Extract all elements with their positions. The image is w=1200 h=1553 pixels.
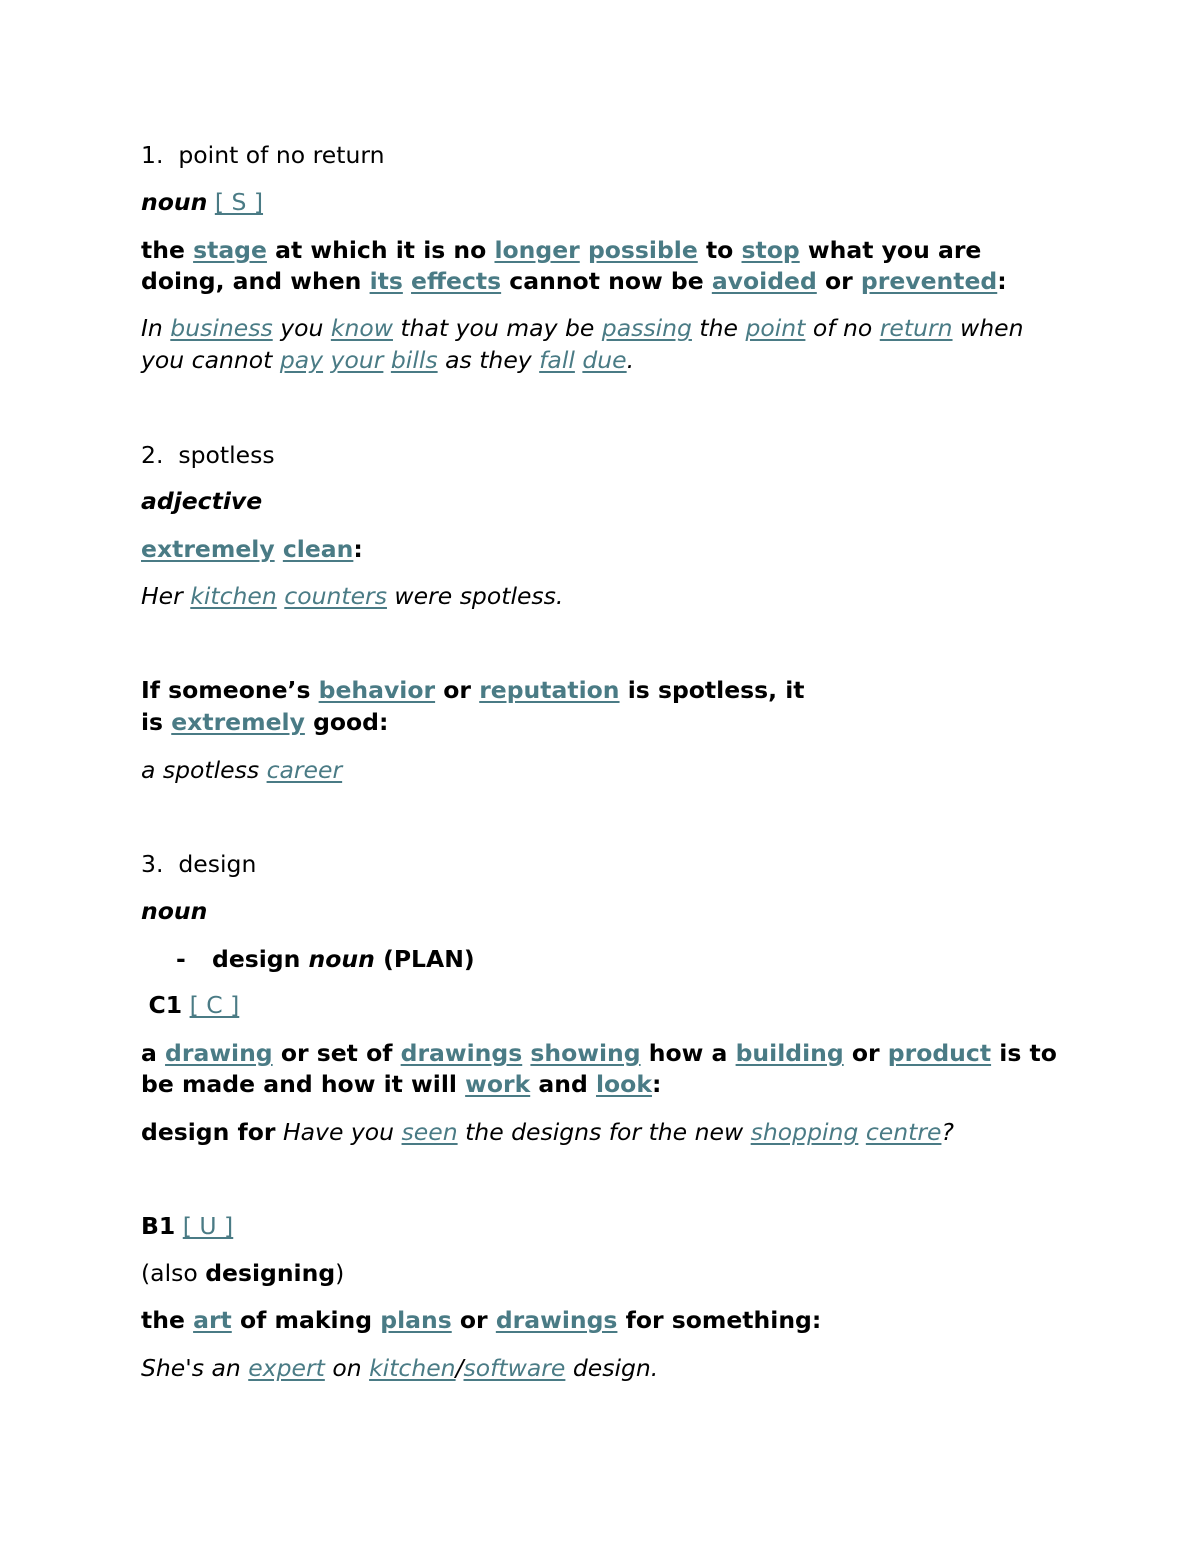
text-run: If someone’s (141, 676, 319, 704)
text-run: She's an (141, 1354, 249, 1382)
definition (141, 534, 1071, 565)
dictionary-word-link[interactable]: business (170, 314, 273, 342)
text-run: ? (941, 1118, 954, 1146)
example-sentence (141, 313, 1071, 344)
text-run: the (141, 236, 194, 264)
dictionary-word-link[interactable]: due (582, 346, 627, 374)
entry-number: 3. (141, 850, 164, 878)
part-of-speech-line (141, 486, 1071, 517)
dictionary-word-link[interactable]: behavior (318, 676, 436, 704)
example-sentence (141, 1353, 1071, 1384)
text-run: to (697, 236, 742, 264)
also-word: designing (205, 1259, 336, 1287)
example-pattern: design for (141, 1118, 276, 1146)
text-run: that you may be (392, 314, 602, 342)
text-run: the (691, 314, 746, 342)
also-form-line (141, 1258, 1071, 1289)
grammar-code-link[interactable]: [ C ] (189, 991, 240, 1019)
dictionary-word-link[interactable]: your (330, 346, 384, 374)
bullet-dash: - (176, 945, 186, 973)
text-run: you cannot (141, 346, 280, 374)
headword: spotless (178, 441, 275, 469)
text-run: were spotless. (386, 582, 564, 610)
entry-3-heading (141, 849, 1071, 880)
dictionary-word-link[interactable]: expert (248, 1354, 325, 1382)
dictionary-word-link[interactable]: kitchen (190, 582, 277, 610)
part-of-speech-line (141, 187, 1071, 218)
text-run: and (530, 1070, 596, 1098)
text-run (323, 346, 330, 374)
text-run: or (816, 267, 861, 295)
text-run: be made and how it will (141, 1070, 466, 1098)
dictionary-word-link[interactable]: stop (741, 236, 800, 264)
dictionary-word-link[interactable]: extremely (141, 535, 275, 563)
dictionary-word-link[interactable]: drawing (165, 1039, 273, 1067)
text-run: when (952, 314, 1024, 342)
dictionary-word-link[interactable]: seen (401, 1118, 458, 1146)
also-close: ) (335, 1259, 345, 1287)
dictionary-word-link[interactable]: stage (193, 236, 267, 264)
part-of-speech: noun (141, 897, 208, 925)
dictionary-word-link[interactable]: building (735, 1039, 844, 1067)
level-badge: B1 (141, 1212, 176, 1240)
definition-line-2 (141, 1069, 1071, 1100)
text-run: . (626, 346, 635, 374)
dictionary-word-link[interactable]: counters (284, 582, 387, 610)
text-run: the (141, 1306, 194, 1334)
part-of-speech: noun (141, 188, 208, 216)
text-run (403, 267, 411, 295)
dictionary-word-link[interactable]: shopping (750, 1118, 859, 1146)
dictionary-word-link[interactable]: passing (601, 314, 692, 342)
entry-number: 1. (141, 141, 164, 169)
dictionary-word-link[interactable]: software (463, 1354, 566, 1382)
text-run: Her (141, 582, 191, 610)
subhead-pos: noun (308, 945, 375, 973)
example-sentence-line-2 (141, 345, 1071, 376)
text-run: or (843, 1039, 888, 1067)
headword: point of no return (178, 141, 385, 169)
text-run: for something: (617, 1306, 822, 1334)
dictionary-word-link[interactable]: avoided (711, 267, 817, 295)
dictionary-word-link[interactable]: fall (539, 346, 575, 374)
text-run (383, 346, 390, 374)
dictionary-word-link[interactable]: plans (380, 1306, 452, 1334)
text-run: a (141, 1039, 166, 1067)
dictionary-word-link[interactable]: know (330, 314, 393, 342)
text-run: is to (991, 1039, 1057, 1067)
text-run: of making (231, 1306, 381, 1334)
text-run: cannot now be (501, 267, 712, 295)
dictionary-word-link[interactable]: art (193, 1306, 232, 1334)
dictionary-word-link[interactable]: drawings (400, 1039, 523, 1067)
grammar-code-link[interactable]: [ U ] (182, 1212, 234, 1240)
text-run (580, 236, 588, 264)
text-run: : (997, 267, 1007, 295)
dictionary-word-link[interactable]: product (887, 1039, 992, 1067)
text-run (275, 535, 283, 563)
dictionary-word-link[interactable]: return (879, 314, 953, 342)
example-sentence (283, 1118, 954, 1146)
also-open: (also (141, 1259, 206, 1287)
dictionary-word-link[interactable]: work (465, 1070, 531, 1098)
text-run: / (455, 1354, 464, 1382)
text-run: doing, and when (141, 267, 370, 295)
sense-level-line (141, 1211, 1071, 1242)
dictionary-word-link[interactable]: prevented (860, 267, 998, 295)
subhead-topic: (PLAN) (383, 945, 475, 973)
text-run: or set of (272, 1039, 401, 1067)
dictionary-word-link[interactable]: look (595, 1070, 652, 1098)
text-run: : (651, 1070, 662, 1098)
definition (141, 235, 1071, 266)
part-of-speech: adjective (141, 487, 263, 515)
text-run: In (141, 314, 171, 342)
text-run: on (324, 1354, 370, 1382)
definition-line-2 (141, 266, 1071, 297)
text-run: is (141, 708, 172, 736)
dictionary-word-link[interactable]: its (369, 267, 403, 295)
headword: design (178, 850, 257, 878)
dictionary-word-link[interactable]: drawings (495, 1306, 618, 1334)
level-badge: C1 (148, 991, 183, 1019)
entry-2-heading (141, 440, 1071, 471)
dictionary-word-link[interactable]: pay (279, 346, 324, 374)
example-sentence (141, 755, 1071, 786)
text-run: a spotless (141, 756, 267, 784)
definition (141, 1305, 1071, 1336)
definition-line-2 (141, 707, 1071, 738)
grammar-code-link[interactable]: [ S ] (214, 188, 264, 216)
definition (141, 1038, 1071, 1069)
dictionary-word-link[interactable]: extremely (171, 708, 305, 736)
text-run: of no (805, 314, 880, 342)
text-run: the designs for the new (457, 1118, 751, 1146)
dictionary-word-link[interactable]: career (266, 756, 343, 784)
dictionary-word-link[interactable]: showing (530, 1039, 641, 1067)
text-run: as they (437, 346, 540, 374)
example-sentence (141, 581, 1071, 612)
sense-subheading (141, 944, 1071, 975)
dictionary-word-link[interactable]: kitchen (369, 1354, 456, 1382)
definition (141, 675, 1071, 706)
text-run: good: (304, 708, 389, 736)
text-run: at which it is no (266, 236, 495, 264)
text-run: : (353, 535, 363, 563)
part-of-speech-line (141, 896, 1071, 927)
text-run: design. (565, 1354, 659, 1382)
dictionary-word-link[interactable]: point (745, 314, 806, 342)
dictionary-word-link[interactable]: bills (390, 346, 438, 374)
entry-1-heading (141, 140, 1071, 171)
dictionary-word-link[interactable]: possible (587, 236, 698, 264)
sense-level-line (141, 990, 1071, 1021)
dictionary-word-link[interactable]: reputation (479, 676, 620, 704)
text-run: how a (640, 1039, 736, 1067)
text-run: what you are (799, 236, 982, 264)
subhead-word: design (212, 945, 301, 973)
example-line (141, 1117, 1071, 1148)
dictionary-word-link[interactable]: effects (411, 267, 502, 295)
dictionary-word-link[interactable]: clean (282, 535, 354, 563)
text-run: Have you (282, 1118, 402, 1146)
dictionary-word-link[interactable]: centre (865, 1118, 942, 1146)
entry-number: 2. (141, 441, 164, 469)
text-run: is spotless, it (619, 676, 805, 704)
text-run (858, 1118, 865, 1146)
text-run: you (272, 314, 331, 342)
text-run: or (435, 676, 480, 704)
dictionary-word-link[interactable]: longer (494, 236, 580, 264)
text-run: or (451, 1306, 496, 1334)
